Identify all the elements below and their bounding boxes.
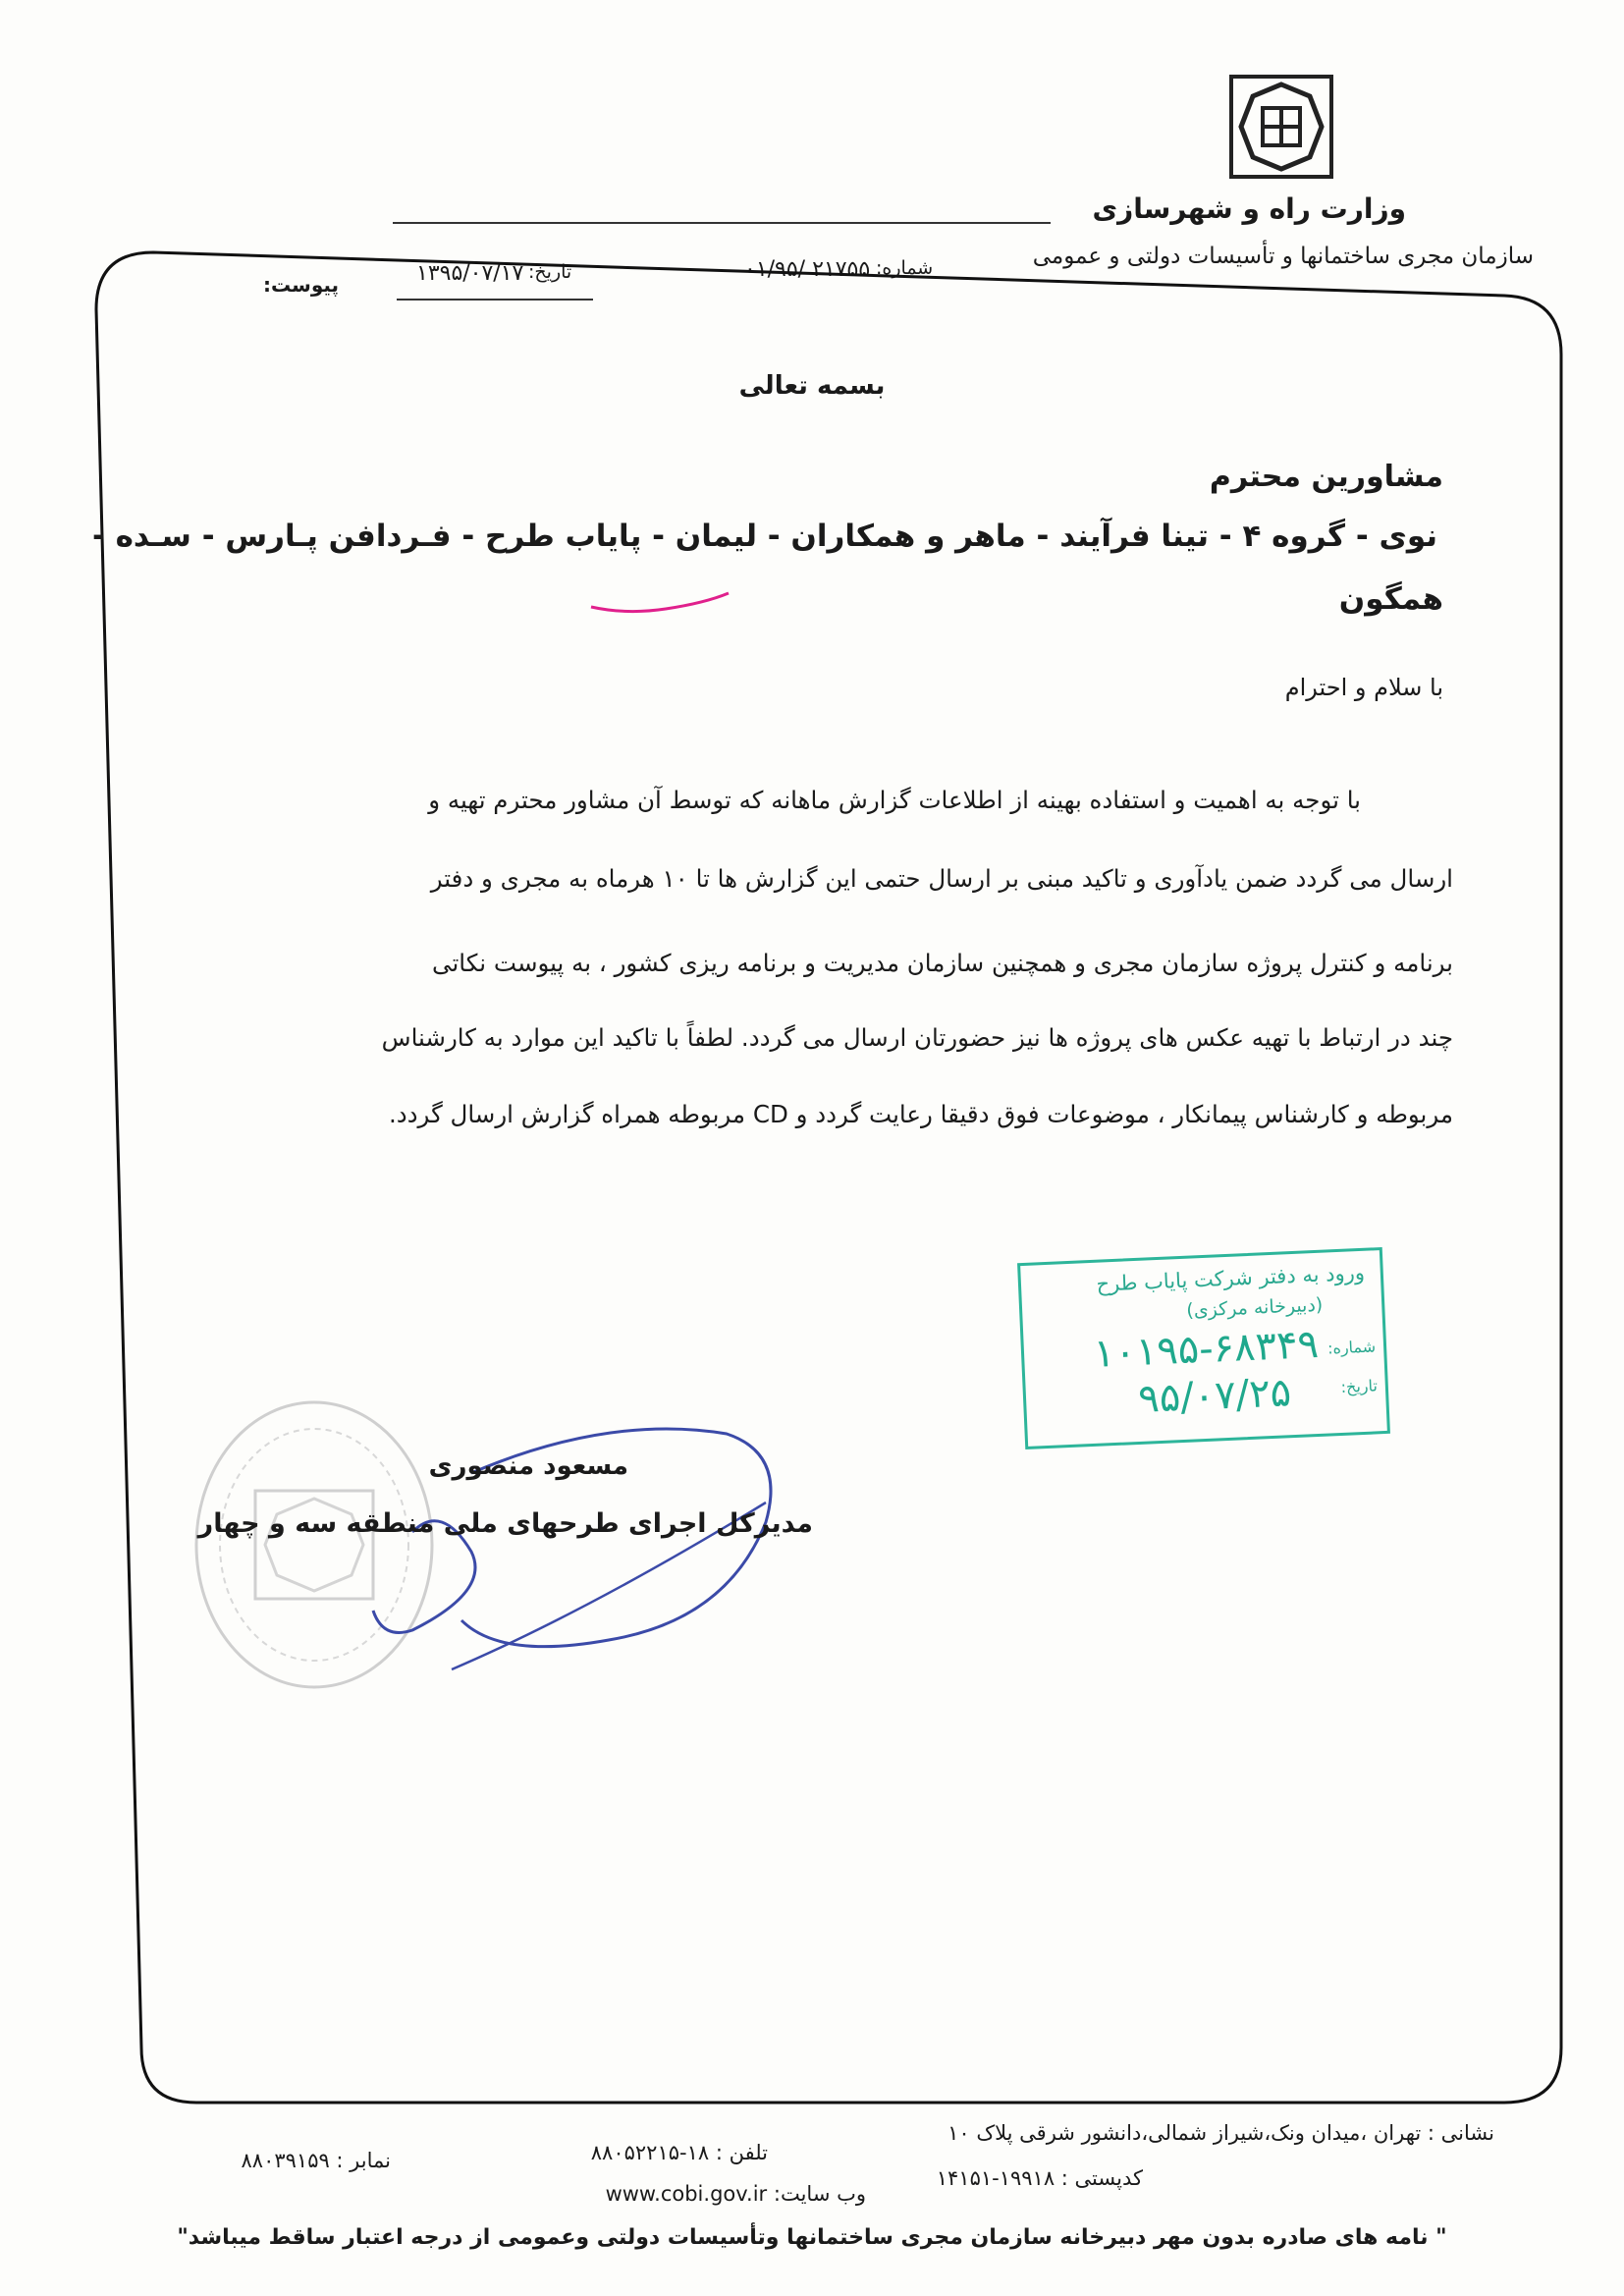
ministry-logo-icon xyxy=(1229,75,1333,179)
stamp-number-label: شماره: xyxy=(1326,1337,1377,1358)
invocation: بسمه تعالی xyxy=(738,371,886,401)
stamp-date-value: ۹۵/۰۷/۲۵ xyxy=(1137,1370,1293,1422)
letter-date-label: تاریخ: xyxy=(528,261,572,283)
letter-number-value: ۰۱/۹۵/ ۲۱۷۵۵ xyxy=(744,257,871,282)
body-paragraph-line: با توجه به اهمیت و استفاده بهینه از اطلاعات گزارش ماهانه که توسط آن مشاور محترم تهیه و xyxy=(428,786,1361,814)
greeting: با سلام و احترام xyxy=(1284,674,1443,701)
body-paragraph-line: برنامه و کنترل پروژه سازمان مجری و همچنین سازمان مدیریت و برنامه ریزی کشور ، به پیوست نکاتی xyxy=(432,949,1453,977)
body-paragraph-line: مربوطه و کارشناس پیمانکار ، موضوعات فوق دقیقا رعایت گردد و CD مربوطه همراه گزارش ارسال گردد. xyxy=(388,1100,1453,1128)
footer-validity-notice: " نامه های صادره بدون مهر دبیرخانه سازمان مجری ساختمانها وتأسیسات دولتی وعمومی از درجه اعتبار ساقط میباشد" xyxy=(177,2225,1447,2250)
letter-date-value: ۱۳۹۵/۰۷/۱۷ xyxy=(416,261,524,286)
stamp-subtitle: (دبیرخانه مرکزی) xyxy=(1185,1293,1324,1322)
footer-phone: تلفن : ۱۸-۸۸۰۵۲۲۱۵ xyxy=(590,2141,768,2164)
signer-name: مسعود منصوری xyxy=(428,1451,628,1481)
footer-address: نشانی : تهران ،میدان ونک،شیراز شمالی،دانشور شرقی پلاک ۱۰ xyxy=(947,2121,1494,2145)
attachment-label: پیوست: xyxy=(263,273,340,297)
stamp-date-label: تاریخ: xyxy=(1340,1376,1379,1396)
recipients-line-1: نوی - گروه ۴ - تینا فرآیند - ماهر و همکاران - لیمان - پایاب طرح - فـردافن پـارس - سـده - xyxy=(91,519,1437,554)
salutation: مشاورین محترم xyxy=(1209,460,1443,494)
body-paragraph-line: چند در ارتباط با تهیه عکس های پروژه ها نیز حضورتان ارسال می گردد. لطفاً با تاکید این موارد به کارشناس xyxy=(381,1023,1453,1052)
footer-fax: نمابر : ۸۸۰۳۹۱۵۹ xyxy=(241,2149,391,2172)
ministry-name: وزارت راه و شهرسازی xyxy=(1092,192,1406,225)
stamp-title: ورود به دفتر شرکت پایاب طرح xyxy=(1096,1260,1366,1296)
handwritten-signature-icon xyxy=(353,1394,805,1689)
letter-number-label: شماره: xyxy=(876,257,934,279)
body-paragraph-line: ارسال می گردد ضمن یادآوری و تاکید مبنی بر ارسال حتمی این گزارش ها تا ۱۰ هرماه به مجری و دفتر xyxy=(430,864,1453,893)
highlight-underline-mark xyxy=(587,585,732,615)
receipt-stamp xyxy=(1017,1247,1390,1449)
stamp-number-value: ۱۰۱۹۵-۶۸۳۴۹ xyxy=(1092,1321,1320,1377)
footer-postal-code: کدپستی : ۱۹۹۱۸-۱۴۱۵۱ xyxy=(936,2166,1143,2190)
header-divider xyxy=(393,222,1051,224)
organization-name: سازمان مجری ساختمانها و تأسیسات دولتی و عمومی xyxy=(1032,244,1534,269)
signer-title: مدیرکل اجرای طرحهای ملی منطقه سه و چهار xyxy=(197,1508,813,1539)
footer-website: وب سایت: www.cobi.gov.ir xyxy=(605,2182,866,2206)
recipients-line-2: همگون xyxy=(1338,581,1443,617)
